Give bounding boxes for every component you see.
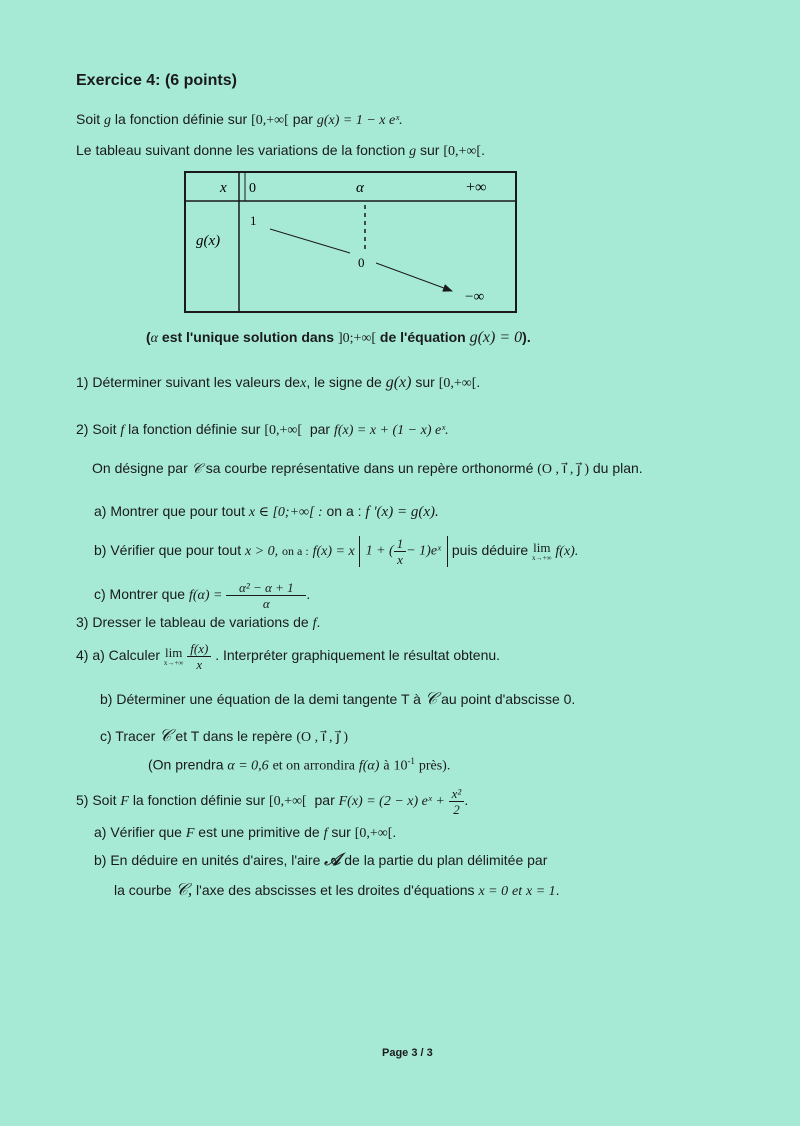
fraction [187, 641, 211, 672]
curve-symbol: 𝒞 [191, 462, 202, 477]
question-2a [94, 502, 439, 522]
interval: [0,+∞[ [269, 794, 307, 809]
lim-sub: x→+∞ [532, 553, 552, 562]
text: par [292, 111, 313, 127]
text: près). [418, 758, 451, 774]
alpha-note [146, 328, 531, 348]
text: 3) Dresser le tableau de variations de [76, 614, 309, 630]
question-5 [76, 780, 468, 822]
interval: [0,+∞[ [354, 826, 393, 841]
limit [532, 541, 551, 562]
fraction [449, 786, 465, 817]
question-4a [76, 635, 500, 675]
text: Soit [76, 111, 101, 127]
x-start: 0 [249, 181, 256, 196]
text: 4) a) Calculer [76, 647, 161, 663]
curve-symbol: 𝒞 [159, 726, 172, 745]
question-2 [76, 420, 449, 440]
function-g: g [104, 113, 112, 128]
text: . [555, 882, 560, 898]
interval: [0,+∞[ [264, 423, 303, 438]
text: b) Vérifier que pour tout [94, 542, 242, 558]
text: sur [420, 142, 440, 158]
interval: [0,+∞[ [443, 144, 482, 159]
text: , le signe de [306, 374, 382, 390]
denominator: α [262, 595, 270, 611]
text: du plan. [592, 460, 643, 476]
condition: x ∈ [0;+∞[ : [248, 505, 323, 520]
function-g: g [409, 144, 417, 159]
question-5a [94, 823, 396, 843]
fraction [226, 580, 306, 611]
text: . Interpréter graphiquement le résultat obtenu. [215, 647, 501, 663]
question-2c [94, 574, 310, 616]
equation: g(x) = 0 [469, 329, 523, 346]
text: (On prendra [148, 756, 224, 773]
text: est une primitive de [198, 824, 320, 840]
text: de la partie du plan délimitée par [344, 852, 548, 868]
text: l'axe des abscisses et les droites d'équations [196, 882, 475, 898]
text: et T dans le repère [175, 728, 293, 744]
alpha-symbol: α [150, 331, 159, 346]
question-4c [100, 727, 348, 747]
alpha-value: α = 0,6 [227, 758, 269, 774]
text: on a : [326, 503, 362, 519]
text: . [392, 824, 397, 840]
text: c) Tracer [100, 728, 156, 744]
curve-symbol: 𝒞, [175, 880, 193, 899]
lim: lim [533, 539, 551, 555]
text: 5) Soit [76, 792, 117, 808]
g-end: −∞ [465, 289, 485, 305]
text: . [316, 614, 321, 630]
denominator: x [397, 551, 403, 567]
text: On désigne par [92, 460, 188, 476]
question-2b [94, 530, 578, 572]
text: 1) Déterminer suivant les valeurs de [76, 374, 301, 390]
g-alpha: 0 [358, 255, 365, 270]
x-label: x [220, 180, 227, 196]
decrease-arrow-1 [270, 229, 350, 253]
limit-f: f(x). [555, 544, 579, 559]
derivative-equation: f '(x) = g(x). [365, 504, 439, 520]
intro-line-2 [76, 141, 485, 161]
text: ). [522, 329, 531, 345]
bracket-expression [359, 536, 448, 567]
text: sur [415, 374, 435, 390]
x-alpha: α [356, 180, 364, 196]
text: 2) Soit [76, 421, 117, 437]
condition: x > 0, [244, 544, 279, 559]
f-alpha: f(α) [358, 758, 380, 774]
var-x: x [300, 376, 307, 391]
limit [164, 646, 183, 667]
function-F: F [185, 826, 195, 841]
f-alpha: f(α) = [188, 588, 223, 603]
denominator: x [196, 656, 203, 672]
question-5b [94, 851, 547, 869]
gx: g(x) [385, 374, 412, 391]
text: sa courbe représentative dans un repère orthonormé [205, 460, 534, 476]
interval: [0,+∞[ [438, 376, 477, 391]
text: . [464, 792, 469, 808]
text: et on arrondira [272, 758, 355, 774]
F-definition: F(x) = (2 − x) eˣ + [338, 794, 445, 809]
text: 1 + ( [365, 543, 394, 559]
function-f: f [312, 616, 317, 631]
intro-line-1 [76, 110, 403, 130]
question-5b-line-2 [114, 881, 560, 901]
question-4c-note [148, 752, 450, 776]
text: et [512, 884, 523, 899]
numerator: x² [449, 786, 465, 802]
denominator: 2 [453, 801, 460, 817]
f-definition: f(x) = x + (1 − x) eˣ. [333, 423, 449, 438]
g-start: 1 [250, 213, 257, 228]
question-4b [100, 690, 575, 708]
question-1 [76, 373, 480, 393]
text: b) En déduire en unités d'aires, l'aire [94, 852, 321, 868]
area-symbol: 𝒜 [324, 850, 341, 869]
numerator: 1 [394, 536, 407, 552]
decrease-arrow-2 [376, 263, 452, 291]
text: est l'unique solution dans [161, 329, 335, 345]
text: par [309, 421, 331, 437]
text: la fonction définie sur [128, 421, 261, 437]
g-label: g(x) [196, 233, 221, 249]
interval: [0,+∞[ [251, 113, 289, 128]
function-F: F [120, 794, 129, 809]
text: sur [331, 824, 351, 840]
text: par [314, 792, 335, 808]
text: c) Montrer que [94, 586, 186, 602]
lim: lim [164, 644, 183, 660]
exponent: -1 [407, 756, 415, 766]
function-f: f [120, 423, 125, 438]
numerator: f(x) [187, 641, 211, 657]
text: au point d'abscisse 0. [441, 691, 576, 707]
text: puis déduire [451, 542, 529, 558]
text: on a : [282, 544, 309, 558]
curve-symbol: 𝒞 [424, 689, 438, 708]
page-number: Page 3 / 3 [382, 1047, 433, 1059]
text: à [383, 758, 390, 774]
text: . [306, 586, 311, 602]
ten: 10 [393, 758, 408, 774]
text: la fonction définie sur [132, 792, 266, 808]
interval: ]0;+∞[ [337, 331, 377, 346]
text: − 1)eˣ [406, 543, 441, 559]
text: Le tableau suivant donne les variations de la fonction [76, 142, 406, 158]
fraction [394, 536, 407, 567]
question-2-curve [92, 459, 643, 479]
text: . [481, 142, 485, 158]
text: a) Vérifier que [94, 824, 182, 840]
text: de l'équation [379, 329, 466, 345]
x-end: +∞ [466, 179, 487, 196]
equation-1: x = 0 [478, 884, 509, 899]
variation-table [184, 171, 518, 315]
text: la courbe [114, 882, 172, 898]
function-f: f [323, 826, 328, 841]
numerator: α² − α + 1 [226, 580, 306, 596]
question-3 [76, 613, 320, 633]
text: . [476, 374, 481, 390]
lim-sub: x→+∞ [163, 658, 184, 667]
text: ( [146, 329, 151, 345]
exercise-title: Exercice 4: (6 points) [76, 72, 237, 89]
equation-2: x = 1 [526, 884, 556, 899]
g-definition: g(x) = 1 − x eˣ. [316, 113, 403, 128]
text: b) Déterminer une équation de la demi tangente T à [100, 691, 421, 707]
text: la fonction définie sur [114, 111, 248, 127]
fx: f(x) = x [312, 544, 355, 559]
frame: (O , i⃗ , j⃗ ) [296, 730, 349, 745]
frame: (O , i⃗ , j⃗ ) [537, 462, 589, 477]
text: a) Montrer que pour tout [94, 503, 245, 519]
